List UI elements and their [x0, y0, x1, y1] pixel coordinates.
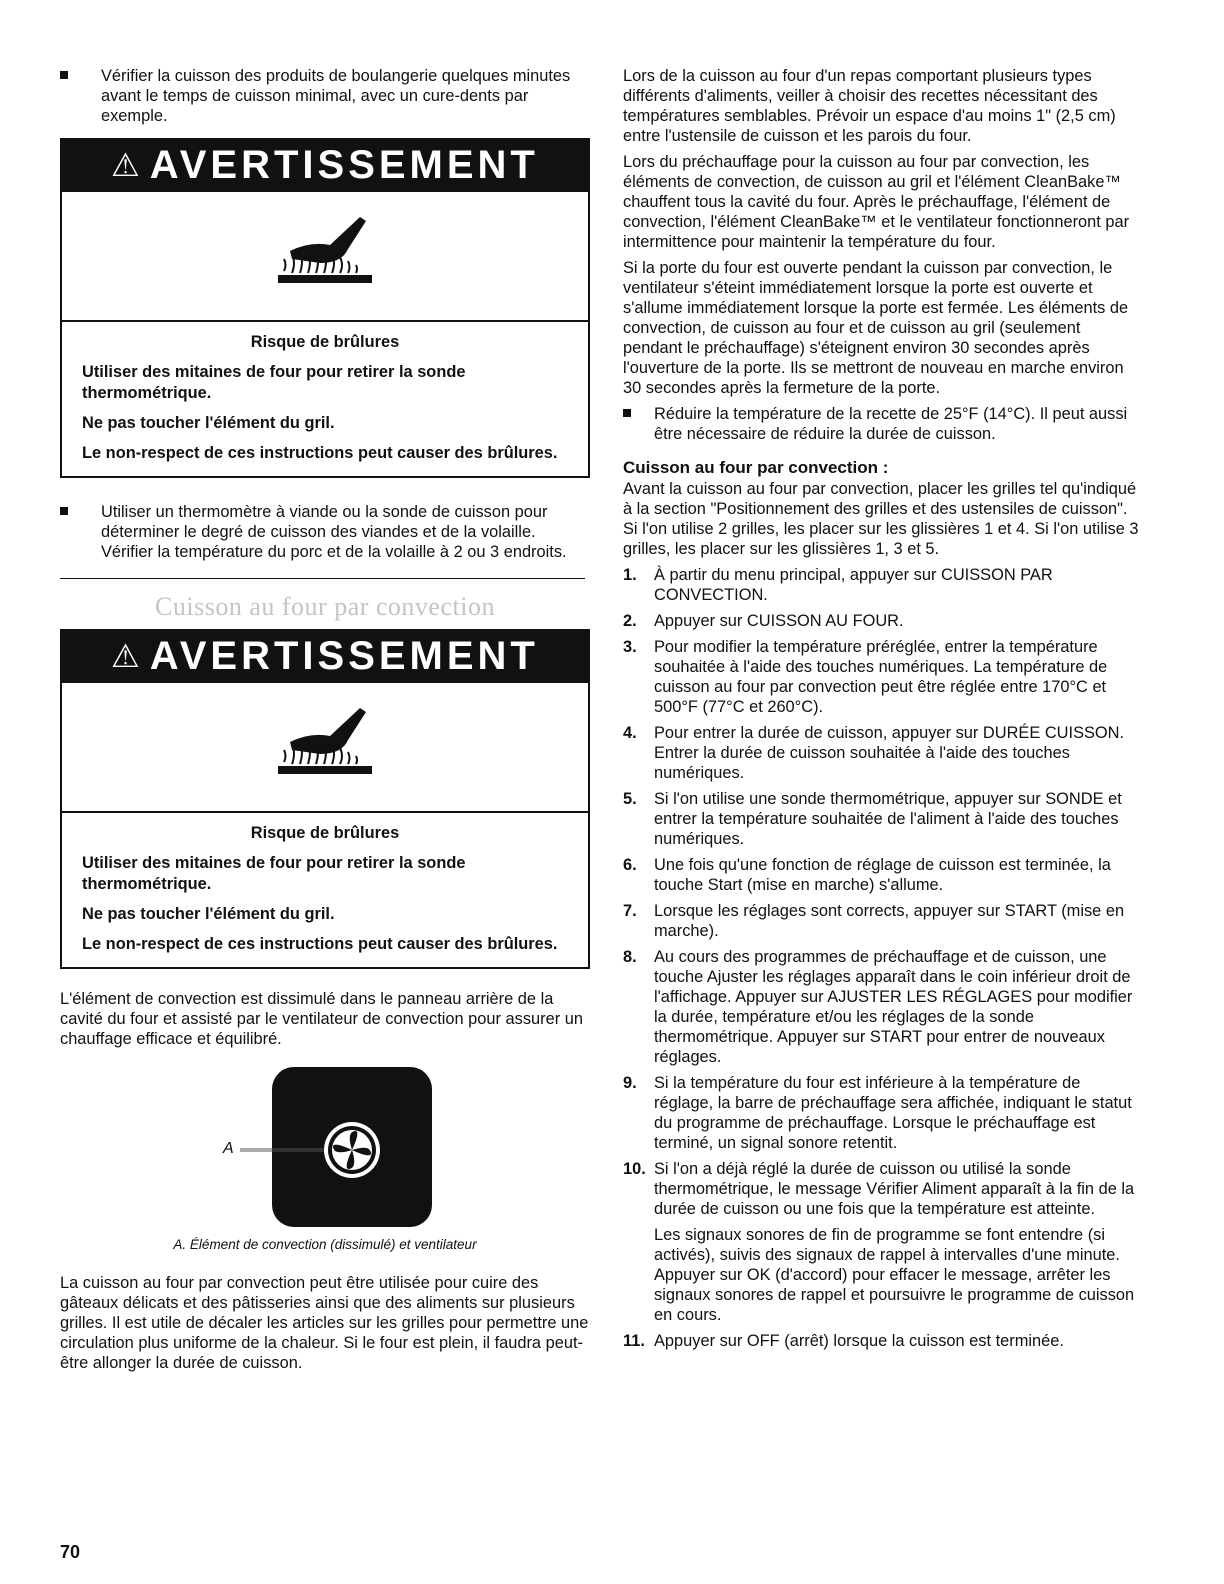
paragraph: Si la porte du four est ouverte pendant la cuisson par convection, le ventilateur s'éteint immédiatement lorsque la porte est ouverte et s'allume immédiatement lorsque la porte est fermée. Les éléments de convection, de cuisson au four et de cuisson au gril (seulement pendant le préchauffage) s'éteignent environ 30 secondes après l'ouverture de la porte. Ils se mettront de nouveau en marche environ 30 secondes après la fermeture de la porte.: [623, 259, 1129, 397]
left-column: [60, 66, 590, 1379]
step-item: 10. Si l'on a déjà réglé la durée de cuisson ou utilisé la sonde thermométrique, le message Vérifier Aliment apparaît à la fin de la durée de cuisson ou une fois que la température est atteinte.: [623, 1160, 1135, 1218]
warning-line: Utiliser des mitaines de four pour retirer la sonde thermométrique.: [82, 363, 466, 402]
step-item: 4. Pour entrer la durée de cuisson, appuyer sur DURÉE CUISSON. Entrer la durée de cuisson souhaitée à l'aide des touches numériques.: [623, 724, 1125, 782]
bullet-reduce-temperature: Réduire la température de la recette de 25°F (14°C). Il peut aussi être nécessaire de réduire la durée de cuisson.: [623, 404, 1143, 444]
step-item: 6. Une fois qu'une fonction de réglage de cuisson est terminée, la touche Start (mise en marche) s'allume.: [623, 856, 1111, 894]
step-item: 5. Si l'on utilise une sonde thermométrique, appuyer sur SONDE et entrer la température souhaitée de l'aliment à l'aide des touches numériques.: [623, 790, 1122, 848]
hot-surface-hand-icon: [62, 192, 588, 322]
step-item: 2. Appuyer sur CUISSON AU FOUR.: [623, 612, 904, 630]
right-column: [623, 66, 1143, 1357]
step-item: 1. À partir du menu principal, appuyer sur CUISSON PAR CONVECTION.: [623, 566, 1053, 604]
warning-header: ⚠ AVERTISSEMENT: [62, 140, 588, 192]
hot-surface-hand-icon: [62, 683, 588, 813]
warning-line: Le non-respect de ces instructions peut causer des brûlures.: [82, 444, 558, 462]
section-title: Cuisson au four par convection: [155, 592, 495, 621]
risk-title: Risque de brûlures: [250, 333, 400, 351]
step-item: 7. Lorsque les réglages sont corrects, appuyer sur START (mise en marche).: [623, 902, 1125, 940]
page-number: 70: [60, 1542, 81, 1562]
step-item: 3. Pour modifier la température préréglée, entrer la température souhaitée à l'aide des touches numériques. La température de cuisson au four par convection peut être réglée entre 170°C et 500°F (77°C et 260°C).: [623, 638, 1108, 716]
bullet-bakery-check: Vérifier la cuisson des produits de boulangerie quelques minutes avant le temps de cuisson minimal, avec un cure-dents par exemple.: [60, 66, 590, 126]
step-item: 9. Si la température du four est inférieure à la température de réglage, la barre de préchauffage sera affichée, indiquant le statut du programme de préchauffage. Lorsque le préchauffage est terminé, un signal sonore retentit.: [623, 1074, 1132, 1152]
convection-usage-paragraph: La cuisson au four par convection peut être utilisée pour cuire des gâteaux délicats et des pâtisseries ainsi que des aliments sur plusieurs grilles. Il est utile de décaler les articles sur les grilles pour permettre une circulation plus uniforme de la chaleur. Si le four est plein, il faudra peut-être allonger la durée de cuisson.: [60, 1274, 589, 1372]
warning-body: [62, 322, 588, 476]
figure-caption: A. Élément de convection (dissimulé) et ventilateur: [173, 1237, 477, 1252]
step-item: 8. Au cours des programmes de préchauffage et de cuisson, une touche Ajuster les réglages apparaît dans le coin inférieur droit de l'affichage. Appuyer sur AJUSTER LES RÉGLAGES pour modifier la durée, température et/ou les réglages de la sonde thermométrique. Appuyer sur START pour entrer de nouveaux réglages.: [623, 948, 1133, 1066]
steps-list: [623, 565, 1143, 1351]
warning-box-2: [60, 629, 590, 969]
convection-fan-illustration: [60, 1067, 590, 1227]
step-item: 11. Appuyer sur OFF (arrêt) lorsque la cuisson est terminée.: [623, 1332, 1064, 1350]
warning-box-1: [60, 138, 590, 478]
step-item: Les signaux sonores de fin de programme se font entendre (si activés), suivis des signaux de rappel à intervalles d'une minute. Appuyer sur OK (d'accord) pour effacer le message, arrêter les signaux sonores de rappel et poursuivre le programme de cuisson en cours.: [654, 1226, 1135, 1324]
warning-line: Ne pas toucher l'élément du gril.: [82, 905, 335, 923]
section-divider: [60, 578, 585, 579]
paragraph: Lors du préchauffage pour la cuisson au four par convection, les éléments de convection, de cuisson au gril et l'élément CleanBake™ chauffent tous la cavité du four. Après le préchauffage, l'élément de convection, l'élément CleanBake™ et le ventilateur fonctionneront par intermittence pour maintenir la température du four.: [623, 153, 1130, 251]
section-heading: Cuisson au four par convection :: [623, 458, 889, 477]
warning-header: ⚠ AVERTISSEMENT: [62, 631, 588, 683]
warning-line: Le non-respect de ces instructions peut causer des brûlures.: [82, 935, 558, 953]
warning-triangle-icon: ⚠: [111, 638, 144, 674]
paragraph: Lors de la cuisson au four d'un repas comportant plusieurs types différents d'aliments, veiller à choisir des recettes nécessitant des températures semblables. Prévoir un espace d'au moins 1" (2,5 cm) entre l'ustensile de cuisson et les parois du four.: [623, 67, 1116, 145]
intro-paragraph: Avant la cuisson au four par convection, placer les grilles tel qu'indiqué à la section "Positionnement des grilles et des ustensiles de cuisson". Si l'on utilise 2 grilles, les placer sur les glissières 1 et 4. Si l'on utilise 3 grilles, les placer sur les glissières 1, 3 et 5.: [623, 480, 1139, 558]
warning-line: Ne pas toucher l'élément du gril.: [82, 414, 335, 432]
warning-line: Utiliser des mitaines de four pour retirer la sonde thermométrique.: [82, 854, 466, 893]
warning-triangle-icon: ⚠: [111, 147, 144, 183]
figure-label-a: A: [223, 1140, 234, 1157]
convection-element-paragraph: L'élément de convection est dissimulé dans le panneau arrière de la cavité du four et assisté par le ventilateur de convection pour assurer un chauffage efficace et équilibré.: [60, 990, 583, 1048]
convection-fan-figure: [60, 1067, 590, 1227]
warning-body: [62, 813, 588, 967]
bullet-thermometer: Utiliser un thermomètre à viande ou la sonde de cuisson pour déterminer le degré de cuisson des viandes et de la volaille. Vérifier la température du porc et de la volaille à 2 ou 3 endroits.: [60, 502, 590, 562]
risk-title: Risque de brûlures: [250, 824, 400, 842]
